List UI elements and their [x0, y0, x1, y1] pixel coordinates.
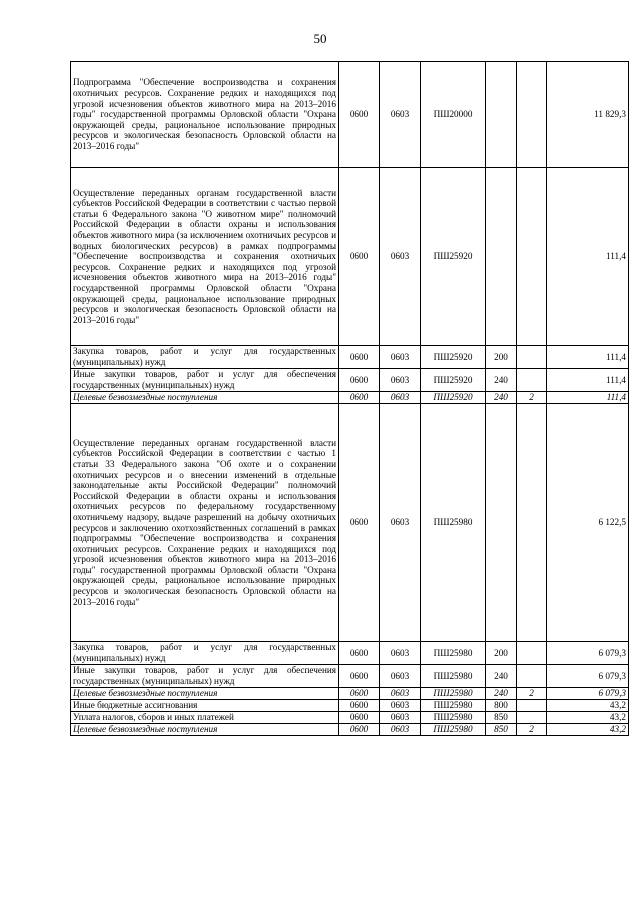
target-article: ПШ25980	[421, 700, 486, 712]
target-article: ПШ25920	[421, 392, 486, 404]
amount: 43,2	[547, 700, 629, 712]
source-code	[517, 700, 547, 712]
target-article: ПШ25980	[421, 642, 486, 665]
table-row	[71, 724, 629, 736]
ved-code: 0600	[339, 168, 380, 346]
source-code	[517, 712, 547, 724]
amount: 11 829,3	[547, 62, 629, 168]
amount: 6 079,3	[547, 688, 629, 700]
ved-code: 0600	[339, 392, 380, 404]
expense-type: 240	[486, 688, 517, 700]
section-code: 0603	[380, 369, 421, 392]
target-article: ПШ20000	[421, 62, 486, 168]
expense-type: 200	[486, 346, 517, 369]
table-row	[71, 346, 629, 369]
table-row	[71, 642, 629, 665]
source-code	[517, 168, 547, 346]
table-row	[71, 369, 629, 392]
target-article: ПШ25980	[421, 724, 486, 736]
source-code	[517, 62, 547, 168]
section-code: 0603	[380, 168, 421, 346]
expense-type: 850	[486, 724, 517, 736]
source-code: 2	[517, 392, 547, 404]
ved-code: 0600	[339, 62, 380, 168]
amount: 111,4	[547, 392, 629, 404]
target-article: ПШ25980	[421, 712, 486, 724]
target-article: ПШ25920	[421, 168, 486, 346]
target-article: ПШ25980	[421, 665, 486, 688]
target-article: ПШ25980	[421, 404, 486, 642]
expense-type: 800	[486, 700, 517, 712]
source-code	[517, 346, 547, 369]
amount: 43,2	[547, 712, 629, 724]
row-name: Осуществление переданных органам государственной власти субъектов Российской Федерации в соответствии с частью 1 статьи 33 Федерального закона "Об охоте и о сохранении охотничьих ресурсов и о внесении изменений в отдельные законодательные акты Российской Федерации" полномочий Российской Федерации в области охраны и использования охотничьих ресурсов по федеральному государственному охотничьему надзору, выдаче разрешений на добычу охотничьих ресурсов и заключению охотхозяйственных соглашений в рамках подпрограммы "Обеспечение воспроизводства и сохранения охотничьих ресурсов. Сохранение редких и находящихся под угрозой исчезновения объектов животного мира на 2013–2016 годы" государственной программы Орловской области "Охрана окружающей среды, рациональное использование природных ресурсов и экологическая безопасность Орловской области на 2013–2016 годы"	[71, 404, 339, 642]
section-code: 0603	[380, 642, 421, 665]
amount: 111,4	[547, 168, 629, 346]
source-code	[517, 665, 547, 688]
amount: 6 122,5	[547, 404, 629, 642]
target-article: ПШ25920	[421, 369, 486, 392]
row-name: Уплата налогов, сборов и иных платежей	[71, 712, 339, 724]
page-number: 50	[313, 31, 327, 46]
amount: 6 079,3	[547, 642, 629, 665]
ved-code: 0600	[339, 665, 380, 688]
row-name: Целевые безвозмездные поступления	[71, 688, 339, 700]
ved-code: 0600	[339, 346, 380, 369]
expense-type: 200	[486, 642, 517, 665]
ved-code: 0600	[339, 642, 380, 665]
expense-type: 850	[486, 712, 517, 724]
expense-type: 240	[486, 392, 517, 404]
ved-code: 0600	[339, 369, 380, 392]
table-row	[71, 392, 629, 404]
source-code: 2	[517, 724, 547, 736]
source-code: 2	[517, 688, 547, 700]
table-row	[71, 62, 629, 168]
table-row	[71, 688, 629, 700]
table-row	[71, 665, 629, 688]
section-code: 0603	[380, 665, 421, 688]
row-name: Иные бюджетные ассигнования	[71, 700, 339, 712]
expense-type	[486, 404, 517, 642]
section-code: 0603	[380, 62, 421, 168]
table-row	[71, 168, 629, 346]
ved-code: 0600	[339, 404, 380, 642]
amount: 111,4	[547, 346, 629, 369]
amount: 43,2	[547, 724, 629, 736]
row-name: Иные закупки товаров, работ и услуг для обеспечения государственных (муниципальных) нужд	[71, 665, 339, 688]
expense-type: 240	[486, 665, 517, 688]
section-code: 0603	[380, 700, 421, 712]
section-code: 0603	[380, 712, 421, 724]
expense-type: 240	[486, 369, 517, 392]
table-row	[71, 712, 629, 724]
row-name: Иные закупки товаров, работ и услуг для обеспечения государственных (муниципальных) нужд	[71, 369, 339, 392]
ved-code: 0600	[339, 712, 380, 724]
row-name: Целевые безвозмездные поступления	[71, 724, 339, 736]
amount: 111,4	[547, 369, 629, 392]
section-code: 0603	[380, 346, 421, 369]
row-name: Закупка товаров, работ и услуг для государственных (муниципальных) нужд	[71, 346, 339, 369]
row-name: Целевые безвозмездные поступления	[71, 392, 339, 404]
section-code: 0603	[380, 404, 421, 642]
section-code: 0603	[380, 724, 421, 736]
table-row	[71, 404, 629, 642]
ved-code: 0600	[339, 700, 380, 712]
source-code	[517, 369, 547, 392]
section-code: 0603	[380, 688, 421, 700]
row-name: Осуществление переданных органам государственной власти субъектов Российской Федерации в соответствии с частью первой статьи 6 Федерального закона "О животном мире" полномочий Российской Федерации в области охраны и использования объектов животного мира (за исключением охотничьих ресурсов и водных биологических ресурсов) в рамках подпрограммы "Обеспечение воспроизводства и сохранения охотничьих ресурсов. Сохранение редких и находящихся под угрозой исчезновения объектов животного мира на 2013–2016 годы" государственной программы Орловской области "Охрана окружающей среды, рациональное использование природных ресурсов и экологическая безопасность Орловской области на 2013–2016 годы"	[71, 168, 339, 346]
row-name: Закупка товаров, работ и услуг для государственных (муниципальных) нужд	[71, 642, 339, 665]
expense-type	[486, 62, 517, 168]
table-row	[71, 700, 629, 712]
ved-code: 0600	[339, 688, 380, 700]
target-article: ПШ25920	[421, 346, 486, 369]
ved-code: 0600	[339, 724, 380, 736]
target-article: ПШ25980	[421, 688, 486, 700]
source-code	[517, 404, 547, 642]
amount: 6 079,3	[547, 665, 629, 688]
source-code	[517, 642, 547, 665]
row-name: Подпрограмма "Обеспечение воспроизводства и сохранения охотничьих ресурсов. Сохранение редких и находящихся под угрозой исчезновения объектов животного мира на 2013–2016 годы" государственной программы Орловской области "Охрана окружающей среды, рациональное использование природных ресурсов и экологическая безопасность Орловской области на 2013–2016 годы"	[71, 62, 339, 168]
budget-table	[70, 61, 629, 736]
expense-type	[486, 168, 517, 346]
section-code: 0603	[380, 392, 421, 404]
